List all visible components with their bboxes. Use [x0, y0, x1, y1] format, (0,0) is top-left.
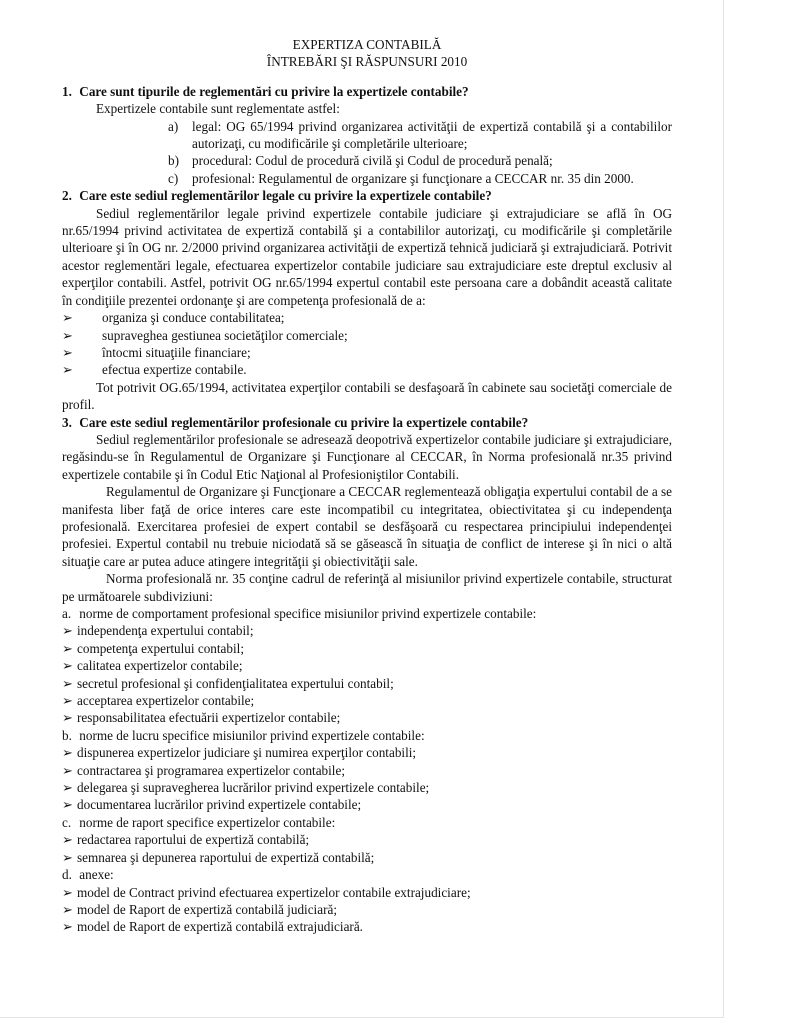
list-item	[62, 692, 672, 709]
list-item-text: responsabilitatea efectuării expertizelor contabile;	[77, 710, 341, 726]
arrow-bullet-icon: ➢	[62, 327, 74, 343]
answer-3-paragraph-2: Regulamentul de Organizare şi Funcţionare a CECCAR reglementează obligaţia expertului contabil de a se manifesta liber faţă de orice interes care este incompatibil cu integritatea, obiectivitatea şi cu independenţa profesională. Exercitarea profesiei de expert contabil se desfăşoară cu respectarea principiului independenţei profesiei. Expertul contabil nu trebuie niciodată să se găsească în situaţia de conflict de interese şi în nici o altă situaţie care ar putea aduce atingere integrităţii şi obiectivităţii sale.	[62, 484, 672, 569]
item-text: procedural: Codul de procedură civilă şi Codul de procedură penală;	[192, 153, 553, 169]
list-item-text: model de Raport de expertiză contabilă extrajudiciară.	[77, 919, 363, 935]
list-item-text: model de Raport de expertiză contabilă judiciară;	[77, 901, 337, 917]
subdivision-b	[62, 727, 672, 744]
list-item	[62, 796, 672, 813]
bullet-text: organiza şi conduce contabilitatea;	[102, 310, 285, 326]
arrow-bullet-icon: ➢	[62, 710, 74, 726]
list-item-text: independenţa expertului contabil;	[77, 623, 254, 639]
list-item	[62, 675, 672, 692]
list-item	[62, 709, 672, 726]
arrow-bullet-icon: ➢	[62, 762, 74, 778]
arrow-bullet-icon: ➢	[62, 849, 74, 865]
list-item-text: dispunerea expertizelor judiciare şi numirea experţilor contabili;	[77, 745, 417, 761]
arrow-bullet-icon: ➢	[62, 780, 74, 796]
answer-3-paragraph-3: Norma profesională nr. 35 conţine cadrul de referinţă al misiunilor privind expertizele contabile, structurat pe următoarele subdiviziuni:	[62, 571, 672, 604]
question-3-text: Care este sediul reglementărilor profesionale cu privire la expertizele contabile?	[79, 414, 529, 430]
subdivision-heading: norme de comportament profesional specifice misiunilor privind expertizele contabile:	[79, 606, 537, 621]
subdivision-letter: c.	[62, 814, 72, 830]
document-body	[62, 36, 672, 936]
arrow-bullet-icon: ➢	[62, 640, 74, 656]
question-3-number: 3.	[62, 414, 72, 430]
arrow-bullet-icon: ➢	[62, 901, 74, 917]
list-item-text: contractarea şi programarea expertizelor contabile;	[77, 762, 345, 778]
arrow-bullet-icon: ➢	[62, 310, 74, 326]
answer-2-bullet	[62, 344, 672, 361]
bullet-text: efectua expertize contabile.	[102, 362, 247, 378]
arrow-bullet-icon: ➢	[62, 675, 74, 691]
subdivision-letter: b.	[62, 727, 72, 743]
list-item-text: competenţa expertului contabil;	[77, 640, 244, 656]
subdivision-a	[62, 605, 672, 622]
list-item	[62, 744, 672, 761]
answer-2-bullet	[62, 327, 672, 344]
answer-3-paragraph-1: Sediul reglementărilor profesionale se adresează deopotrivă expertizelor contabile judiciare şi extrajudiciare, regăsindu-se în Regulamentul de Organizare şi Funcţionare al CECCAR, în Norma profesională nr.35 privind expertizele contabile şi în Codul Etic Naţional al Profesioniştilor Contabili.	[62, 431, 672, 482]
question-3	[62, 414, 672, 431]
list-item	[62, 622, 672, 639]
answer-2-paragraph-2: Tot potrivit OG.65/1994, activitatea experţilor contabili se desfaşoară în cabinete sau societăţi comerciale de profil.	[62, 379, 672, 413]
arrow-bullet-icon: ➢	[62, 658, 74, 674]
subdivision-heading: norme de lucru specifice misiunilor privind expertizele contabile:	[79, 727, 425, 743]
answer-1-intro: Expertizele contabile sunt reglementate astfel:	[96, 101, 340, 117]
item-text: profesional: Regulamentul de organizare şi funcţionare a CECCAR nr. 35 din 2000.	[192, 170, 634, 186]
list-item	[62, 884, 672, 901]
question-2-text: Care este sediul reglementărilor legale cu privire la expertizele contabile?	[79, 188, 492, 204]
arrow-bullet-icon: ➢	[62, 919, 74, 935]
answer-1-item-b	[168, 152, 672, 169]
arrow-bullet-icon: ➢	[62, 693, 74, 709]
answer-2-paragraph-1: Sediul reglementărilor legale privind expertizele contabile judiciare şi extrajudiciare se află în OG nr.65/1994 privind activitatea de expertiză contabilă şi a contabililor autorizaţi, cu modificările şi completările ulterioare şi în OG nr. 2/2000 privind organizarea activităţii de expertiză tehnică judiciară şi extrajudiciară. Potrivit acestor reglementări legale, efectuarea expertizelor contabile judiciare sau extrajudiciare este dreptul exclusiv al experţilor contabili. Astfel, potrivit OG nr.65/1994 expertul contabil este persoana care a dobândit această calitate în condiţiile prezentei ordonanţe şi are competenţa profesională de a:	[62, 205, 672, 308]
item-text: legal: OG 65/1994 privind organizarea activităţii de expertiză contabilă şi a contabililor autorizaţi, cu modificările şi completările ulterioare;	[192, 118, 672, 152]
list-item-text: model de Contract privind efectuarea expertizelor contabile extrajudiciare;	[77, 884, 471, 900]
question-1-number: 1.	[62, 83, 72, 99]
list-item	[62, 640, 672, 657]
title-line-2: ÎNTREBĂRI ŞI RĂSPUNSURI 2010	[266, 54, 468, 70]
list-item	[62, 901, 672, 918]
subdivision-heading: norme de raport specifice expertizelor contabile:	[79, 814, 336, 830]
item-letter: a)	[168, 118, 179, 134]
answer-2-bullet	[62, 361, 672, 378]
list-item	[62, 849, 672, 866]
list-item-text: secretul profesional şi confidenţialitatea expertului contabil;	[77, 675, 394, 691]
list-item-text: delegarea şi supravegherea lucrărilor privind expertizele contabile;	[77, 780, 430, 796]
list-item	[62, 762, 672, 779]
arrow-bullet-icon: ➢	[62, 797, 74, 813]
bullet-text: întocmi situaţiile financiare;	[102, 344, 251, 360]
answer-1-item-c	[168, 170, 672, 187]
list-item	[62, 779, 672, 796]
list-item	[62, 657, 672, 674]
arrow-bullet-icon: ➢	[62, 832, 74, 848]
title-line-1: EXPERTIZA CONTABILĂ	[292, 37, 442, 52]
subdivision-d	[62, 866, 672, 883]
arrow-bullet-icon: ➢	[62, 745, 74, 761]
item-letter: b)	[168, 153, 179, 169]
question-2	[62, 187, 672, 204]
arrow-bullet-icon: ➢	[62, 623, 74, 639]
subdivision-letter: a.	[62, 606, 72, 621]
question-1	[62, 83, 672, 100]
item-letter: c)	[168, 170, 179, 186]
arrow-bullet-icon: ➢	[62, 884, 74, 900]
question-1-text: Care sunt tipurile de reglementări cu privire la expertizele contabile?	[79, 83, 469, 99]
arrow-bullet-icon: ➢	[62, 362, 74, 378]
list-item	[62, 831, 672, 848]
list-item-text: redactarea raportului de expertiză contabilă;	[77, 832, 310, 848]
subdivision-heading: anexe:	[79, 867, 114, 883]
subdivision-c	[62, 814, 672, 831]
list-item	[62, 918, 672, 935]
list-item-text: calitatea expertizelor contabile;	[77, 658, 243, 674]
bullet-text: supraveghea gestiunea societăţilor comerciale;	[102, 327, 348, 343]
answer-2-bullet	[62, 309, 672, 326]
list-item-text: documentarea lucrărilor privind expertizele contabile;	[77, 797, 362, 813]
answer-1-item-a	[168, 118, 672, 153]
subdivision-letter: d.	[62, 867, 72, 883]
list-item-text: semnarea şi depunerea raportului de expertiză contabilă;	[77, 849, 375, 865]
arrow-bullet-icon: ➢	[62, 344, 74, 360]
question-2-number: 2.	[62, 188, 72, 204]
list-item-text: acceptarea expertizelor contabile;	[77, 693, 255, 709]
